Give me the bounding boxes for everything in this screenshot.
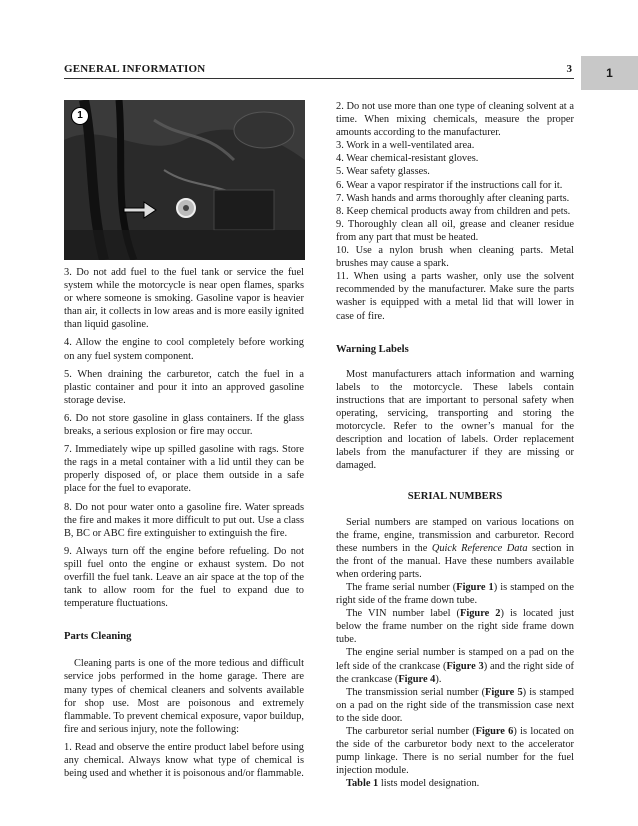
figure-reference: Figure 2 — [459, 608, 501, 620]
list-item: 4. Wear chemical-resistant gloves. — [336, 153, 479, 165]
list-item: 7. Immediately wipe up spilled gasoline with rags. Store the rags in a metal container with a lid until they can be properly disposed of, or place them outside in a safe place for the fuel to evaporate. — [64, 444, 304, 495]
engine-photo-illustration — [64, 100, 305, 260]
list-item: 1. Read and observe the entire product label before using any chemical. Always know what type of chemical is being used and whether it is poisonous and/or flammable. — [64, 741, 304, 780]
list-item: 9. Thoroughly clean all oil, grease and cleaner residue from any part that must be heated. — [336, 218, 574, 243]
figure-reference: Figure 6 — [475, 726, 514, 738]
serial-numbers-heading: SERIAL NUMBERS — [407, 491, 503, 503]
serial-paragraph: The carburetor serial number (Figure 6) is located on the side of the carburetor body next to the accelerator pump linkage. There is no serial number for the fuel injection module. — [336, 726, 574, 777]
list-item: 4. Allow the engine to cool completely before working on any fuel system component. — [64, 337, 304, 362]
list-item: 11. When using a parts washer, only use the solvent recommended by the manufacturer. Make sure the parts washer is equipped with a metal lid that will lower in case of fire. — [336, 271, 574, 322]
figure-reference: Figure 3 — [446, 660, 484, 672]
chapter-tab: 1 — [581, 56, 638, 90]
parts-cleaning-heading: Parts Cleaning — [64, 631, 132, 643]
left-column — [64, 266, 304, 780]
list-item: 8. Do not pour water onto a gasoline fire. Water spreads the fire and makes it more difficult to put out. Use a class B, BC or ABC fire extinguisher to extinguish the fire. — [64, 501, 304, 539]
running-header — [64, 62, 574, 79]
quick-reference-link-text: Quick Reference Data — [431, 542, 528, 554]
figure-reference: Figure 1 — [456, 582, 494, 593]
list-item: 5. When draining the carburetor, catch the fuel in a plastic container and pour it into an approved gasoline storage devise. — [64, 368, 304, 406]
list-item: 3. Do not add fuel to the fuel tank or service the fuel system while the motorcycle is near open flames, sparks or where someone is smoking. Gasoline vapor is heavier than air, it collects in low areas and is more easily ignited than liquid gasoline. — [64, 267, 304, 331]
warning-labels-text: Most manufacturers attach information and warning labels to the motorcycle. These labels contain instructions that are important to personal safety when operating, servicing, transporting and storing the motorcycle. Refer to the owner’s manual for the description and location of labels. Order replacement labels from the manufacturer if they are missing or damaged. — [336, 368, 574, 472]
list-item: 9. Always turn off the engine before refueling. Do not spill fuel onto the engine or exhaust system. Do not overfill the fuel tank. Leave an air space at the top of the tank to allow room for the fuel to expand due to temperature fluctuations. — [64, 545, 304, 610]
serial-paragraph: Serial numbers are stamped on various locations on the frame, engine, transmission and carburetor. Record these numbers in the Quick Reference Data section in the front of the manual. Have these numbers available when ordering parts. — [336, 516, 574, 580]
serial-paragraph: The frame serial number (Figure 1) is stamped on the right side of the frame down tube. — [336, 582, 574, 607]
parts-cleaning-intro: Cleaning parts is one of the more tedious and difficult service jobs performed in the home garage. There are many types of chemical cleaners and solvents available for shop use. Most are poisonous and extremely flammable. To prevent chemical exposure, vapor buildup, fire and serious injury, note the following: — [64, 658, 305, 735]
page-number: 3 — [566, 63, 572, 75]
list-item: 3. Work in a well-ventilated area. — [336, 140, 475, 152]
list-item: 8. Keep chemical products away from children and pets. — [336, 205, 571, 217]
figure-callout-badge: 1 — [71, 107, 89, 125]
serial-paragraph: The VIN number label (Figure 2) is located just below the frame number on the right side frame down tube. — [336, 608, 574, 646]
serial-paragraph: Table 1 lists model designation. — [346, 778, 480, 790]
figure-1-photo — [64, 100, 305, 260]
serial-paragraph: The transmission serial number (Figure 5) is stamped on a pad on the right side of the transmission case next to the side door. — [336, 686, 574, 724]
list-item: 5. Wear safety glasses. — [336, 166, 430, 178]
right-column — [336, 100, 574, 791]
list-item: 2. Do not use more than one type of cleaning solvent at a time. When mixing chemicals, measure the proper amounts according to the manufacturer. — [336, 101, 574, 139]
list-item: 6. Do not store gasoline in glass containers. If the glass breaks, a serious explosion or fire may occur. — [64, 412, 304, 438]
table-reference: Table 1 — [346, 778, 379, 790]
list-item: 10. Use a nylon brush when cleaning parts. Metal brushes may cause a spark. — [336, 245, 574, 270]
list-item: 6. Wear a vapor respirator if the instructions call for it. — [336, 179, 563, 191]
figure-reference: Figure 4 — [398, 673, 436, 685]
list-item: 7. Wash hands and arms thoroughly after cleaning parts. — [336, 192, 570, 204]
figure-reference: Figure 5 — [485, 686, 523, 698]
warning-labels-heading: Warning Labels — [336, 343, 409, 355]
section-title: GENERAL INFORMATION — [64, 63, 206, 75]
serial-paragraph: The engine serial number is stamped on a pad on the left side of the crankcase (Figure 3) and the right side of the crankcase (Figure 4). — [336, 647, 574, 685]
